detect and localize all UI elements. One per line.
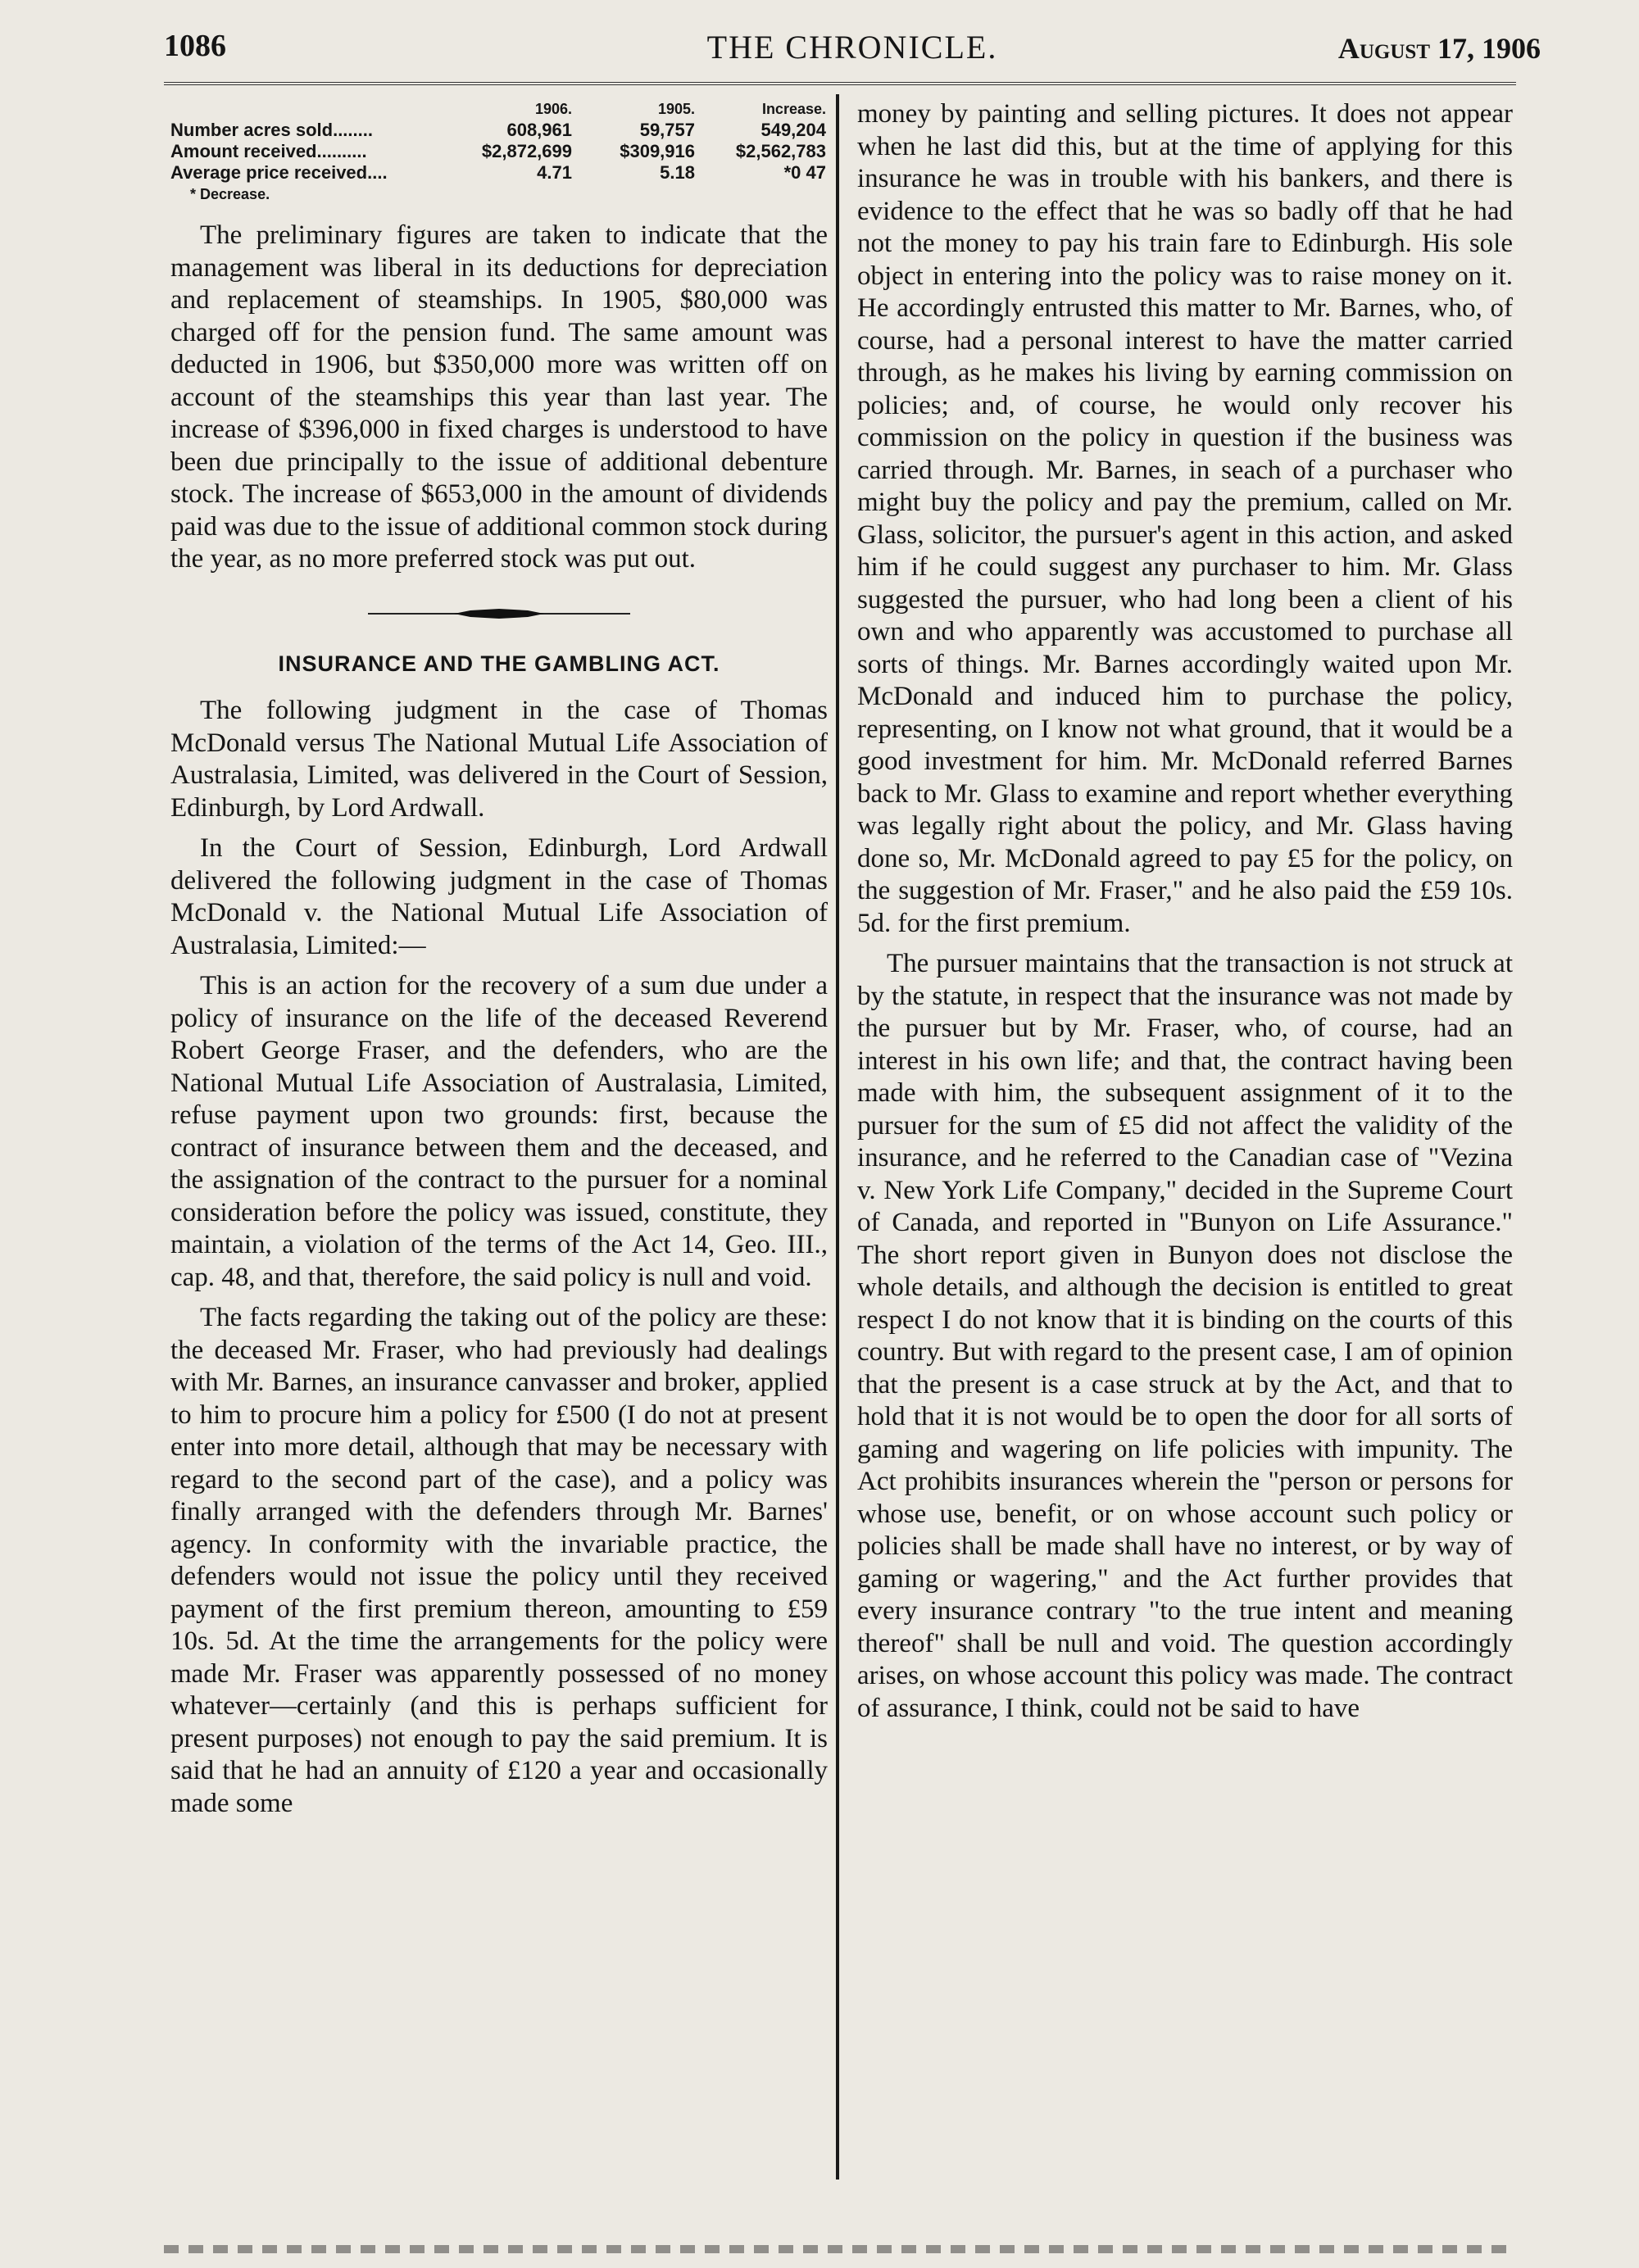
stats-cell: $2,562,783 bbox=[735, 141, 826, 161]
left-column bbox=[170, 98, 828, 1820]
article-paragraph-continued: money by painting and selling pictures. It does not appear when he last did this, but at the time of applying for this insurance he was in trouble with his bankers, and there is evidence to the effect that he was so badly off that he had not the money to pay his train fare to Edinburgh. His sole object in entering into the policy was to raise money on it. He accordingly entrusted this matter to Mr. Barnes, who, of course, had a personal interest to have the matter carried through, as he makes his living by earning commission on policies; and, of course, he would only recover his commission on the policy in question if the business was carried through. Mr. Barnes, in seach of a purchaser who might buy the policy and pay the premium, called on Mr. Glass, solicitor, the pursuer's agent in this action, and asked him if he could suggest any purchaser to him. Mr. Glass suggested the pursuer, who had long been a client of his own and who apparently was accustomed to purchase all sorts of things. Mr. Barnes accordingly waited upon Mr. McDonald and induced him to purchase the policy, representing, on I know not what ground, that it would be a good investment for him. Mr. McDonald referred Barnes back to Mr. Glass to examine and report whether everything was legally right about the policy, and Mr. Glass having done so, Mr. McDonald agreed to pay £5 for the policy, on the suggestion of Mr. Fraser," and he also paid the £59 10s. 5d. for the first premium. bbox=[857, 99, 1513, 938]
stats-row-label: Number acres sold........ bbox=[170, 120, 373, 140]
stats-cell: *0 47 bbox=[783, 162, 826, 183]
right-column bbox=[857, 98, 1513, 1725]
stats-cell: $2,872,699 bbox=[481, 141, 572, 161]
stats-cell: 59,757 bbox=[639, 120, 695, 140]
stats-row-label: Average price received.... bbox=[170, 162, 388, 183]
stats-cell: 608,961 bbox=[506, 120, 572, 140]
stats-header-1905: 1905. bbox=[657, 101, 695, 117]
stats-header-1906: 1906. bbox=[534, 101, 572, 117]
stats-row-label: Amount received.......... bbox=[170, 141, 367, 161]
land-sales-table bbox=[170, 98, 828, 205]
page-bottom-edge bbox=[164, 2245, 1516, 2253]
stats-cell: $309,916 bbox=[620, 141, 695, 161]
ornament-rule-icon bbox=[368, 606, 630, 622]
header-rule bbox=[164, 82, 1516, 85]
issue-date: August 17, 1906 bbox=[1337, 32, 1541, 65]
stats-header-increase: Increase. bbox=[761, 101, 826, 117]
column-divider bbox=[836, 94, 839, 2180]
page-number: 1086 bbox=[164, 29, 226, 63]
stats-footnote: * Decrease. bbox=[190, 186, 270, 202]
stats-cell: 4.71 bbox=[537, 162, 572, 183]
section-ornament bbox=[170, 606, 828, 622]
intro-paragraph: The preliminary figures are taken to indicate that the management was liberal in its deductions for depreciation and replacement of steamships. In 1905, $80,000 was charged off for the pension fund. The same amount was deducted in 1906, but $350,000 more was written off on account of the steamships this year than last year. The increase of $396,000 in fixed charges is understood to have been due principally to the issue of additional debenture stock. The increase of $653,000 in the amount of dividends paid was due to the issue of additional common stock during the year, as no more preferred stock was put out. bbox=[170, 220, 828, 574]
stats-cell: 5.18 bbox=[660, 162, 695, 183]
article-paragraph: In the Court of Session, Edinburgh, Lord Ardwall delivered the following judgment in the case of Thomas McDonald v. the National Mutual Life Association of Australasia, Limited:— bbox=[170, 833, 828, 960]
page-header bbox=[164, 25, 1541, 74]
stats-cell: 549,204 bbox=[760, 120, 826, 140]
article-heading: INSURANCE AND THE GAMBLING ACT. bbox=[278, 651, 720, 676]
article-paragraph: The following judgment in the case of Thomas McDonald versus The National Mutual Life Association of Australasia, Limited, was delivered in the Court of Session, Edinburgh, by Lord Ardwall. bbox=[170, 696, 828, 823]
article-paragraph: The facts regarding the taking out of the policy are these: the deceased Mr. Fraser, who had previously had dealings with Mr. Barnes, an insurance canvasser and broker, applied to him to procure him a policy for £500 (I do not at present enter into more detail, although that may be necessary with regard to the second part of the case), and a policy was finally arranged with the defenders through Mr. Barnes' agency. In conformity with the invariable practice, the defenders would not issue the policy until they received payment of the first premium thereon, amounting to £59 10s. 5d. At the time the arrangements for the policy were made Mr. Fraser was apparently possessed of no money whatever—certainly (and this is perhaps sufficient for present purposes) not enough to pay the said premium. It is said that he had an annuity of £120 a year and occasionally made some bbox=[170, 1303, 828, 1818]
article-paragraph: The pursuer maintains that the transaction is not struck at by the statute, in respect that the insurance was not made by the pursuer but by Mr. Fraser, who, of course, had an interest in his own life; and that, the contract having been made with him, the subsequent assignment of it to the pursuer for the sum of £5 did not affect the validity of the insurance, and he referred to the Canadian case of "Vezina v. New York Life Company," decided in the Supreme Court of Canada, and reported in "Bunyon on Life Assurance." The short report given in Bunyon does not disclose the whole details, and although the decision is entitled to great respect I do not know that it is binding on the courts of this country. But with regard to the present case, I am of opinion that the present is a case struck at by the Act, and that to hold that it is not would be to open the door for all sorts of gaming and wagering on life policies with impunity. The Act prohibits insurances wherein the "person or persons for whose use, benefit, or on whose account such policy or policies shall be made shall have no interest, or by way of gaming or wagering," and the Act further provides that every insurance contrary "to the true intent and meaning thereof" shall be null and void. The question accordingly arises, on whose account this policy was made. The contract of assurance, I think, could not be said to have bbox=[857, 949, 1513, 1723]
article-paragraph: This is an action for the recovery of a sum due under a policy of insurance on the life of the deceased Reverend Robert George Fraser, and the defenders, who are the National Mutual Life Association of Australasia, Limited, refuse payment upon two grounds: first, because the contract of insurance between them and the deceased, and the assignation of the contract to the pursuer for a nominal consideration before the policy was issued, constitute, they maintain, a violation of the terms of the Act 14, Geo. III., cap. 48, and that, therefore, the said policy is null and void. bbox=[170, 971, 828, 1292]
stats-header-blank bbox=[170, 98, 441, 120]
publication-title: THE CHRONICLE. bbox=[706, 29, 998, 66]
